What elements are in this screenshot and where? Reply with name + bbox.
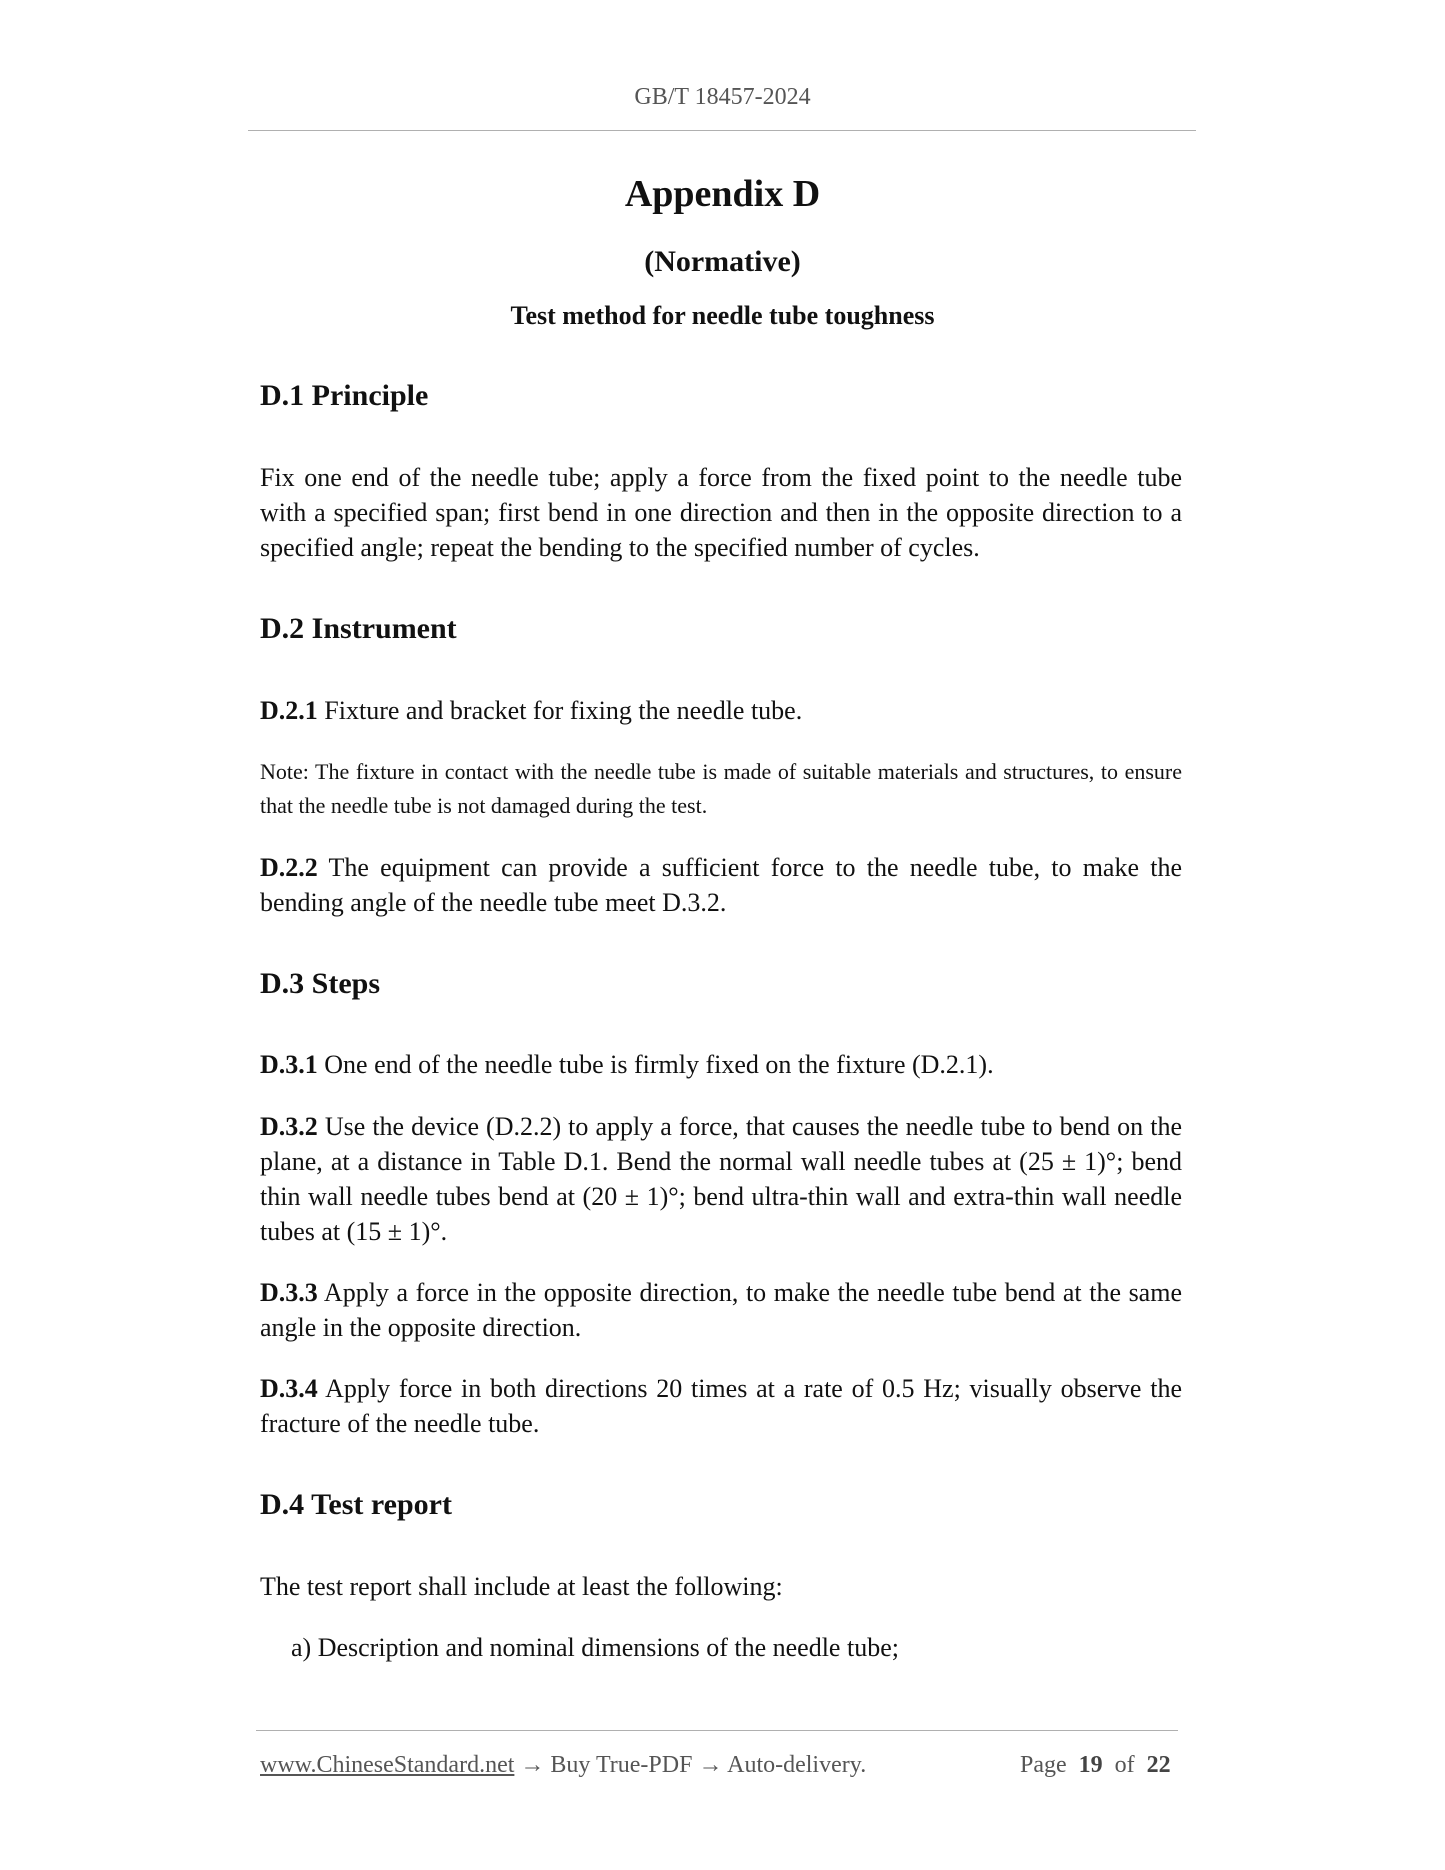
clause-d31 <box>260 1047 1182 1082</box>
clause-d34 <box>260 1371 1182 1441</box>
page-indicator <box>1020 1752 1171 1779</box>
site-link[interactable]: www.ChineseStandard.net <box>260 1752 515 1778</box>
appendix-subtitle: Test method for needle tube toughness <box>510 301 935 330</box>
clause-d31-number: D.3.1 <box>260 1050 318 1079</box>
clause-d34-text: Apply force in both directions 20 times at a rate of 0.5 Hz; visually observe the fracture of the needle tube. <box>260 1374 1182 1438</box>
clause-d22-number: D.2.2 <box>260 853 318 882</box>
clause-d22 <box>260 850 1182 920</box>
header-divider <box>248 130 1196 131</box>
clause-d21-text: Fixture and bracket for fixing the needle tube. <box>317 696 803 725</box>
footer-promo <box>260 1752 866 1779</box>
page-label: Page <box>1020 1752 1067 1778</box>
section-d4-heading: D.4 Test report <box>260 1488 452 1521</box>
page-current: 19 <box>1078 1752 1103 1778</box>
clause-d32-number: D.3.2 <box>260 1112 318 1141</box>
list-item: a) Description and nominal dimensions of the needle tube; <box>291 1633 899 1662</box>
clause-d32-text: Use the device (D.2.2) to apply a force, that causes the needle tube to bend on the plane, at a distance in Table D.1. Bend the normal wall needle tubes at (25 ± 1)°; bend thin wall needle tubes bend at (20 ± 1)°; bend ultra-thin wall and extra-thin wall needle tubes at (15 ± 1)°. <box>260 1112 1182 1246</box>
footer-promo-text: → Buy True-PDF → Auto-delivery. <box>514 1752 867 1778</box>
clause-d21 <box>260 693 1182 728</box>
footer-divider <box>256 1730 1178 1731</box>
clause-d21-number: D.2.1 <box>260 696 318 725</box>
clause-d22-text: The equipment can provide a sufficient force to the needle tube, to make the bending angle of the needle tube meet D.3.2. <box>260 853 1182 917</box>
clause-d31-text: One end of the needle tube is firmly fixed on the fixture (D.2.1). <box>317 1050 994 1079</box>
clause-d33-text: Apply a force in the opposite direction, to make the needle tube bend at the same angle in the opposite direction. <box>260 1278 1182 1342</box>
page-total: 22 <box>1146 1752 1171 1778</box>
clause-d33 <box>260 1275 1182 1345</box>
clause-d32 <box>260 1109 1182 1249</box>
clause-d21-note: Note: The fixture in contact with the needle tube is made of suitable materials and structures, to ensure that the needle tube is not damaged during the test. <box>260 759 1182 818</box>
appendix-title: Appendix D <box>624 173 821 215</box>
section-d1-heading: D.1 Principle <box>260 379 429 412</box>
document-header: GB/T 18457-2024 <box>634 84 811 110</box>
appendix-type: (Normative) <box>644 245 801 278</box>
section-d4-intro: The test report shall include at least the following: <box>260 1572 783 1601</box>
section-d1-text: Fix one end of the needle tube; apply a force from the fixed point to the needle tube with a specified span; first bend in one direction and then in the opposite direction to a specified angle; repeat the bending to the specified number of cycles. <box>260 463 1182 562</box>
clause-d34-number: D.3.4 <box>260 1374 318 1403</box>
section-d2-heading: D.2 Instrument <box>260 612 457 645</box>
clause-d33-number: D.3.3 <box>260 1278 318 1307</box>
of-label: of <box>1114 1752 1135 1778</box>
section-d3-heading: D.3 Steps <box>260 967 381 1000</box>
